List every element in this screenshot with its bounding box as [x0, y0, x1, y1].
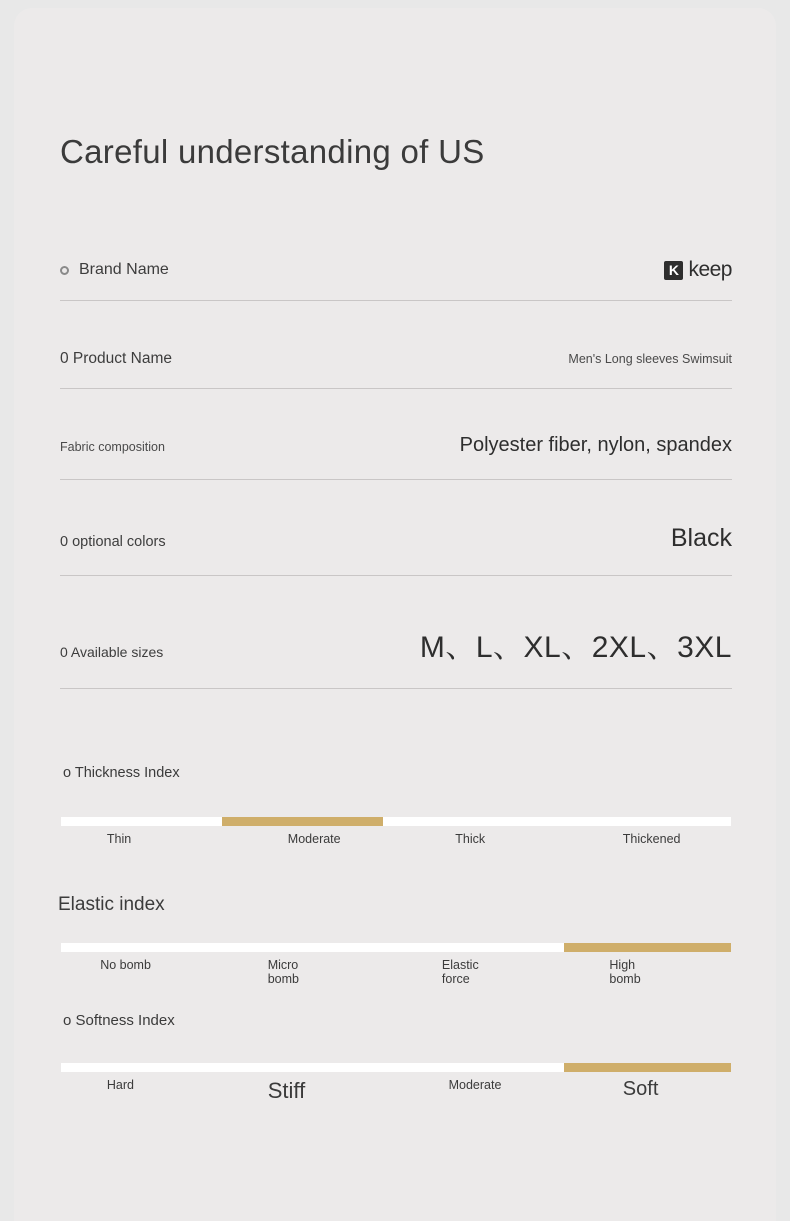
- softness-tick-soft: Soft: [622, 1078, 659, 1100]
- brand-name-text: Brand Name: [79, 261, 169, 278]
- row-product-name: [60, 350, 732, 389]
- softness-index-bar: [61, 1063, 731, 1072]
- available-sizes-value: M、L、XL、2XL、3XL: [419, 631, 732, 664]
- elastic-index-ticks: [60, 952, 730, 992]
- thickness-tick-thin: Thin: [106, 832, 132, 846]
- fabric-composition-label: Fabric composition: [60, 440, 165, 454]
- optional-colors-value: Black: [670, 524, 732, 552]
- softness-index-section: [60, 1012, 732, 1112]
- thickness-tick-thickened: Thickened: [622, 832, 681, 846]
- fabric-composition-value: Polyester fiber, nylon, spandex: [459, 434, 732, 456]
- elastic-index-bar: [61, 943, 731, 952]
- softness-tick-stiff: Stiff: [267, 1078, 306, 1103]
- thickness-index-ticks: [60, 826, 730, 866]
- softness-index-fill: [564, 1063, 732, 1072]
- product-name-label: 0 Product Name: [60, 350, 172, 367]
- thickness-tick-thick: Thick: [455, 832, 486, 846]
- softness-tick-moderate: Moderate: [448, 1078, 502, 1092]
- thickness-index-fill: [222, 817, 383, 826]
- thickness-index-title: o Thickness Index: [63, 765, 180, 781]
- product-detail-card: [14, 8, 776, 1221]
- keep-logo-mark-icon: K: [664, 261, 683, 280]
- thickness-tick-moderate: Moderate: [287, 832, 341, 846]
- softness-index-title: o Softness Index: [63, 1012, 175, 1029]
- keep-logo: [664, 258, 732, 282]
- product-name-value: Men's Long sleeves Swimsuit: [568, 352, 732, 366]
- thickness-index-section: [60, 765, 732, 866]
- row-fabric-composition: [60, 434, 732, 480]
- thickness-index-bar: [61, 817, 731, 826]
- elastic-tick-no-bomb: No bomb: [100, 958, 151, 972]
- brand-name-label: [60, 261, 169, 279]
- softness-tick-hard: Hard: [106, 1078, 134, 1092]
- row-brand-name: [60, 258, 732, 301]
- elastic-index-section: [60, 894, 732, 992]
- keep-logo-wordmark: keep: [688, 258, 732, 281]
- available-sizes-label: 0 Available sizes: [60, 644, 164, 660]
- softness-index-ticks: [60, 1072, 730, 1112]
- elastic-tick-high-bomb: High bomb: [609, 958, 641, 987]
- elastic-tick-elastic-force: Elastic force: [441, 958, 479, 987]
- optional-colors-label: 0 optional colors: [60, 534, 166, 550]
- elastic-tick-micro-bomb: Micro bomb: [267, 958, 299, 987]
- ring-bullet-icon: [60, 266, 69, 275]
- page-title: Careful understanding of US: [60, 133, 485, 170]
- row-available-sizes: [60, 622, 732, 689]
- elastic-index-title: Elastic index: [58, 894, 165, 915]
- content-column: [60, 8, 732, 1112]
- row-optional-colors: [60, 524, 732, 576]
- elastic-index-fill: [564, 943, 732, 952]
